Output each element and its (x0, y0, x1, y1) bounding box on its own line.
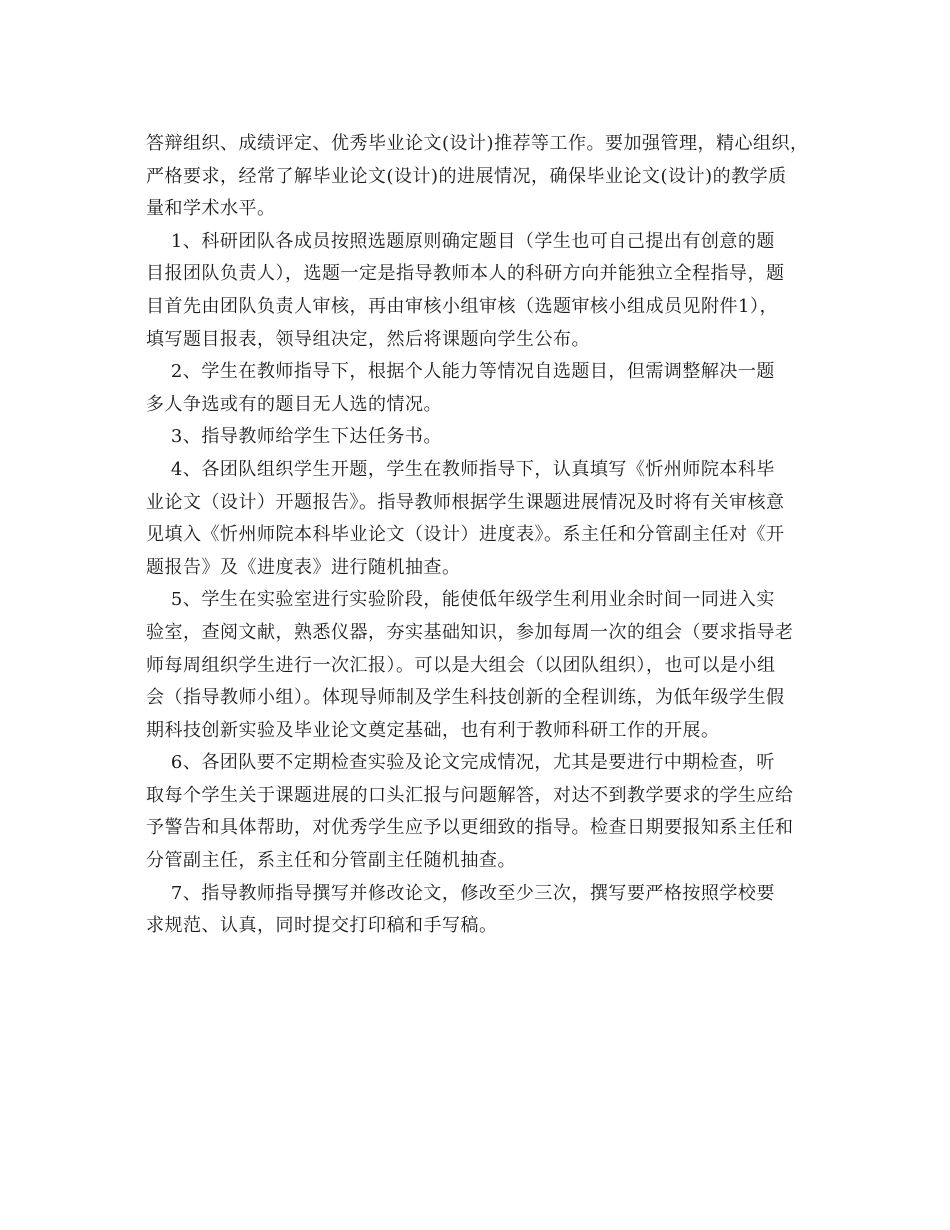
paragraph-item-7: 7、指导教师指导撰写并修改论文，修改至少三次，撰写要严格按照学校要 求规范、认真，同时提交打印稿和手写稿。 (146, 882, 775, 937)
paragraph-item-1: 1、科研团队各成员按照选题原则确定题目（学生也可自己提出有创意的题 目报团队负责人），选题一定是指导教师本人的科研方向并能独立全程指导，题 目首先由团队负责人审核，再由审核小组审核（选题审核小组成员见附件1）， 填写题目报表，领导组决定，然后将课题向学生公布。 (146, 230, 785, 350)
paragraph-item-5: 5、学生在实验室进行实验阶段，能使低年级学生利用业余时间一同进入实 验室，查阅文献，熟悉仪器，夯实基础知识，参加每周一次的组会（要求指导老 师每周组织学生进行一次汇报）。可以是大组会（以团队组织），也可以是小组 会（指导教师小组）。体现导师制及学生科技创新的全程训练，为低年级学生假 期科技创新实验及毕业论文奠定基础，也有利于教师科研工作的开展。 (146, 589, 794, 741)
paragraph-item-2: 2、学生在教师指导下，根据个人能力等情况自选题目，但需调整解决一题 多人争选或有的题目无人选的情况。 (146, 361, 775, 415)
paragraph-item-4: 4、各团队组织学生开题，学生在教师指导下，认真填写《忻州师院本科毕 业论文（设计）开题报告》。指导教师根据学生课题进展情况及时将有关审核意 见填入《忻州师院本科毕业论文（设计）进度表》。系主任和分管副主任对《开 题报告》及《进度表》进行随机抽查。 (146, 458, 785, 578)
document-body (146, 128, 818, 943)
paragraph-intro: 答辩组织、成绩评定、优秀毕业论文(设计)推荐等工作。要加强管理，精心组织， 严格要求，经常了解毕业论文(设计)的进展情况，确保毕业论文(设计)的教学质 量和学术水平。 (146, 133, 809, 220)
paragraph-item-3: 3、指导教师给学生下达任务书。 (146, 426, 442, 448)
paragraph-item-6: 6、各团队要不定期检查实验及论文完成情况，尤其是要进行中期检查，听 取每个学生关于课题进展的口头汇报与问题解答，对达不到教学要求的学生应给 予警告和具体帮助，对优秀学生应予以更细致的指导。检查日期要报知系主任和 分管副主任，系主任和分管副主任随机抽查。 (146, 752, 794, 872)
